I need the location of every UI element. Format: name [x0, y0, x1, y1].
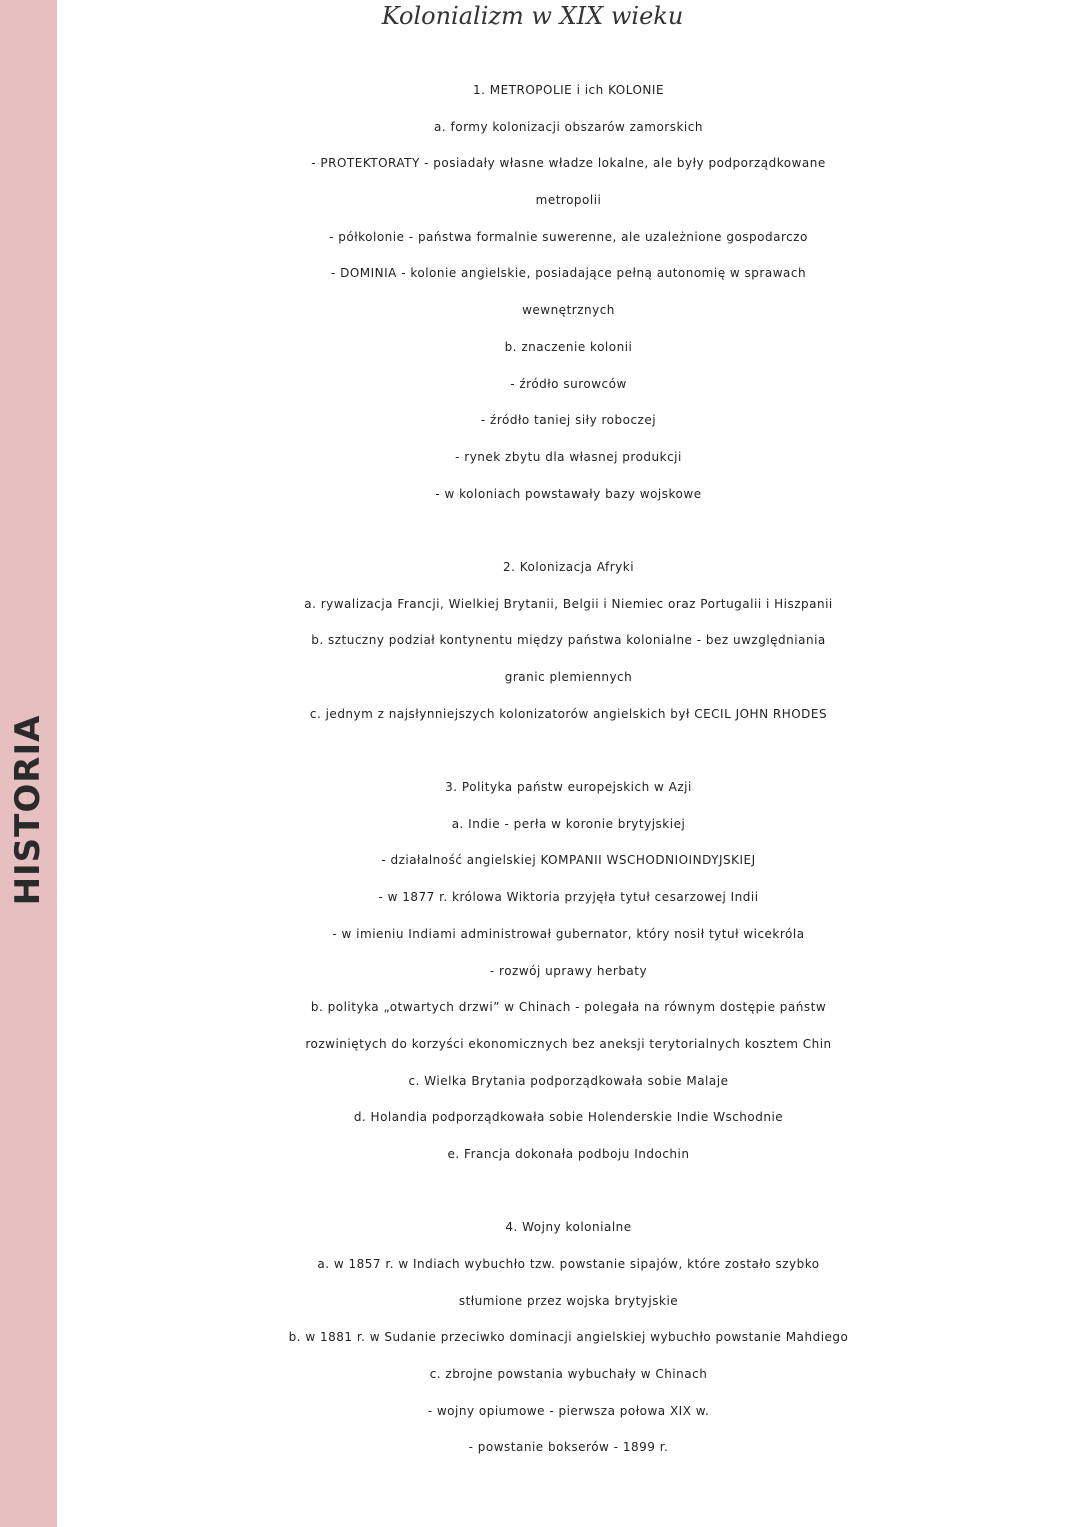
- note-line: a. formy kolonizacji obszarów zamorskich: [434, 119, 703, 134]
- note-line: - półkolonie - państwa formalnie suwerenne, ale uzależnione gospodarczo: [329, 229, 808, 244]
- section-afryka: [57, 549, 1080, 732]
- side-strip: [0, 0, 57, 1527]
- note-line: rozwiniętych do korzyści ekonomicznych bez aneksji terytorialnych kosztem Chin: [305, 1036, 832, 1051]
- section-heading: 3. Polityka państw europejskich w Azji: [445, 780, 692, 795]
- section-metropolie: [57, 72, 1080, 512]
- note-line: - rynek zbytu dla własnej produkcji: [455, 449, 682, 464]
- note-line: a. w 1857 r. w Indiach wybuchło tzw. powstanie sipajów, które zostało szybko: [317, 1257, 820, 1271]
- section-heading: 4. Wojny kolonialne: [505, 1220, 632, 1235]
- section-gap: [57, 512, 1080, 549]
- side-label: HISTORIA: [8, 714, 48, 906]
- note-line: - rozwój uprawy herbaty: [489, 963, 648, 978]
- page-title: Kolonializm w XIX wieku: [381, 2, 684, 30]
- note-line: b. sztuczny podział kontynentu między państwa kolonialne - bez uwzględniania: [311, 633, 826, 648]
- note-line: - źródło surowców: [510, 376, 627, 391]
- note-line: a. rywalizacja Francji, Wielkiej Brytanii, Belgii i Niemiec oraz Portugalii i Hiszpanii: [304, 596, 833, 611]
- note-line: granic plemiennych: [504, 670, 633, 684]
- note-line: b. polityka „otwartych drzwi” w Chinach - polegała na równym dostępie państw: [310, 1000, 827, 1015]
- section-gap: [57, 732, 1080, 769]
- note-line: e. Francja dokonała podboju Indochin: [447, 1146, 690, 1161]
- note-line: - PROTEKTORATY - posiadały własne władze lokalne, ale były podporządkowane: [311, 156, 826, 171]
- note-line: c. zbrojne powstania wybuchały w Chinach: [429, 1367, 708, 1382]
- note-line: c. jednym z najsłynniejszych kolonizatorów angielskich był CECIL JOHN RHODES: [309, 706, 828, 721]
- note-line: - DOMINIA - kolonie angielskie, posiadające pełną autonomię w sprawach: [330, 266, 807, 281]
- note-line: - w imieniu Indiami administrował gubernator, który nosił tytuł wicekróla: [332, 926, 805, 941]
- note-line: c. Wielka Brytania podporządkowała sobie Malaje: [408, 1073, 729, 1088]
- note-line: metropolii: [535, 193, 602, 208]
- section-heading: 2. Kolonizacja Afryki: [502, 559, 635, 574]
- note-line: - w 1877 r. królowa Wiktoria przyjęła tytuł cesarzowej Indii: [378, 890, 759, 905]
- note-line: d. Holandia podporządkowała sobie Holenderskie Indie Wschodnie: [353, 1110, 784, 1125]
- note-line: b. w 1881 r. w Sudanie przeciwko dominacji angielskiej wybuchło powstanie Mahdiego: [288, 1330, 849, 1345]
- note-line: wewnętrznych: [522, 303, 615, 318]
- note-line: - w koloniach powstawały bazy wojskowe: [435, 486, 702, 501]
- section-azja: [57, 769, 1080, 1173]
- section-wojny: [57, 1209, 1080, 1466]
- notes-content: [57, 72, 1080, 1466]
- note-line: a. Indie - perła w koronie brytyjskiej: [451, 816, 686, 831]
- note-line: b. znaczenie kolonii: [504, 339, 633, 354]
- note-line: - powstanie bokserów - 1899 r.: [468, 1440, 669, 1455]
- note-line: - wojny opiumowe - pierwsza połowa XIX w.: [427, 1403, 710, 1418]
- note-line: - działalność angielskiej KOMPANII WSCHODNIOINDYJSKIEJ: [381, 853, 756, 868]
- note-line: - źródło taniej siły roboczej: [480, 413, 657, 428]
- section-gap: [57, 1173, 1080, 1210]
- section-heading: 1. METROPOLIE i ich KOLONIE: [472, 83, 665, 97]
- note-line: stłumione przez wojska brytyjskie: [458, 1293, 679, 1308]
